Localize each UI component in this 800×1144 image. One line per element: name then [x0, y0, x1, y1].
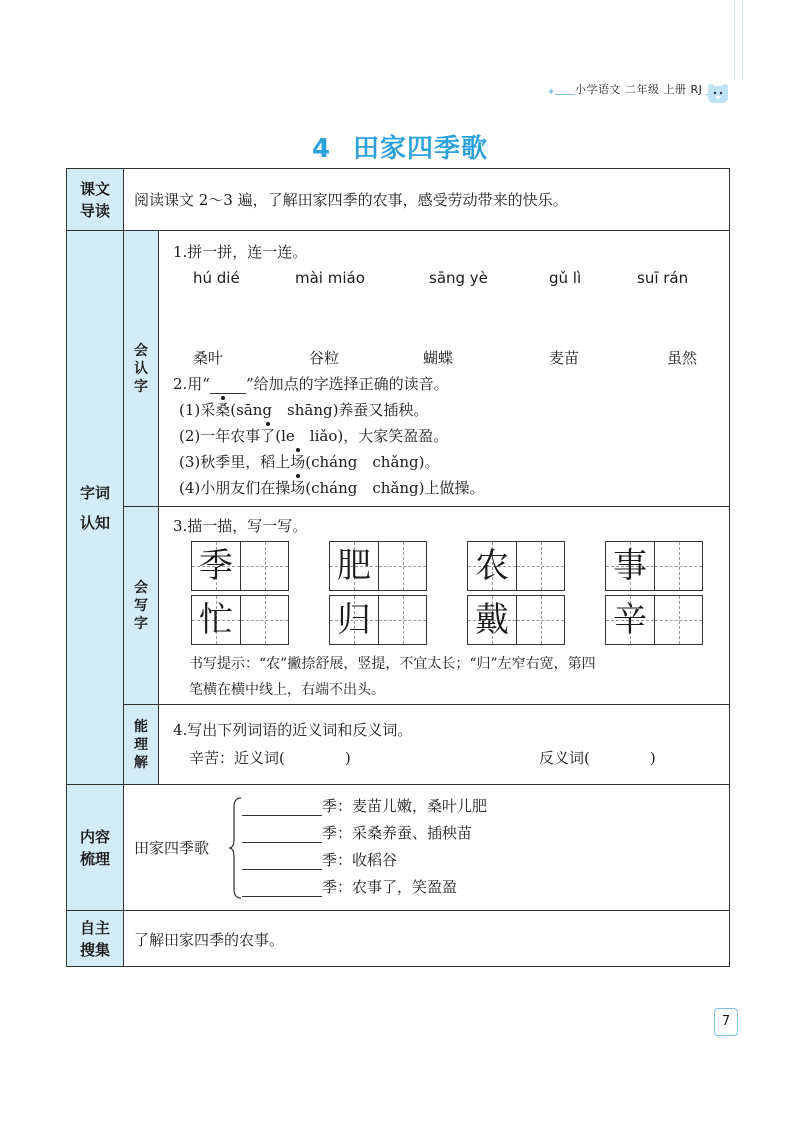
writing-grid[interactable] [329, 541, 427, 591]
q4-title: 4.写出下列词语的近义词和反义词。 [173, 721, 413, 739]
corner-decoration [742, 0, 743, 80]
page-title [0, 128, 800, 165]
sentence-2: (2)一年农事了(le liǎo)，大家笑盈盈。 [179, 427, 449, 445]
content-root: 田家四季歌 [134, 839, 210, 857]
search-cell [124, 911, 730, 967]
grid-char: 季 [199, 546, 233, 586]
content-cell [124, 785, 730, 911]
star-icon: ✦ [547, 87, 556, 98]
word-item: 桑叶 [193, 349, 224, 367]
writing-tip-line-1: 书写提示：“农”撇捺舒展，竖提，不宜太长；“归”左窄右宽，第四 [189, 656, 596, 672]
fill-blank[interactable] [242, 880, 322, 897]
q1-title: 1.拼一拼，连一连。 [173, 243, 308, 261]
pinyin-item: sāng yè [429, 269, 488, 287]
guide-label: 课文 导读 [67, 169, 124, 231]
grid-char: 归 [337, 600, 371, 640]
bear-icon [706, 82, 730, 104]
lesson-number: 4 [311, 134, 332, 164]
writing-grid[interactable] [605, 595, 703, 645]
content-branch: 季：麦苗儿嫩，桑叶儿肥 [242, 795, 487, 816]
grid-char: 肥 [337, 546, 371, 586]
sentence-3: (3)秋季里，稻上场(cháng chǎng)。 [179, 453, 440, 471]
q2-title: 2.用“ ”给加点的字选择正确的读音。 [173, 375, 449, 393]
lesson-title: 田家四季歌 [353, 134, 489, 164]
brace-icon [228, 797, 242, 899]
content-branch: 季：采桑养蚕、插秧苗 [242, 822, 472, 843]
word-item: 虽然 [667, 349, 698, 367]
blank-line [210, 379, 246, 394]
grid-char: 戴 [475, 600, 509, 640]
writing-grid[interactable] [329, 595, 427, 645]
word-item: 麦苗 [549, 349, 580, 367]
writing-grid[interactable] [605, 541, 703, 591]
q3-title: 3.描一描，写一写。 [173, 517, 308, 535]
fill-blank[interactable] [242, 799, 322, 816]
write-label: 会 写 字 [124, 507, 159, 705]
corner-decoration [734, 0, 735, 80]
understand-cell [159, 705, 730, 785]
words-label: 字词 认知 [67, 231, 124, 785]
recognize-label: 会 认 字 [124, 231, 159, 507]
content-branch: 季：农事了，笑盈盈 [242, 876, 457, 897]
grid-char: 忙 [199, 600, 233, 640]
write-cell [159, 507, 730, 705]
understand-label: 能 理 解 [124, 705, 159, 785]
sentence-4: (4)小朋友们在操场(cháng chǎng)上做操。 [179, 479, 485, 497]
content-label: 内容 梳理 [67, 785, 124, 911]
fill-blank[interactable] [242, 853, 322, 870]
content-branch: 季：收稻谷 [242, 849, 397, 870]
writing-grid[interactable] [191, 541, 289, 591]
writing-grid[interactable] [191, 595, 289, 645]
guide-text: 阅读课文 2～3 遍，了解田家四季的农事，感受劳动带来的快乐。 [134, 191, 568, 209]
pinyin-item: hú dié [193, 269, 240, 287]
sentence-1: (1)采桑(sāng shāng)养蚕又插秧。 [179, 401, 429, 419]
worksheet-table [66, 168, 730, 967]
pinyin-item: mài miáo [295, 269, 365, 287]
header-text: 小学语文 二年级 上册 RJ [575, 81, 706, 97]
search-text: 了解田家四季的农事。 [134, 931, 285, 949]
page-number: 7 [714, 1008, 738, 1036]
pinyin-item: suī rán [637, 269, 689, 287]
guide-cell [124, 169, 730, 231]
writing-grid[interactable] [467, 595, 565, 645]
antonym-blank[interactable]: 反义词( ) [539, 749, 656, 767]
grid-char: 事 [613, 546, 647, 586]
grid-char: 辛 [613, 600, 647, 640]
writing-grid[interactable] [467, 541, 565, 591]
synonym-blank[interactable]: 辛苦：近义词( ) [189, 749, 351, 767]
fill-blank[interactable] [242, 826, 322, 843]
pinyin-item: gǔ lì [549, 269, 582, 287]
word-item: 蝴蝶 [423, 349, 454, 367]
recognize-cell [159, 231, 730, 507]
search-label: 自主 搜集 [67, 911, 124, 967]
word-item: 谷粒 [309, 349, 340, 367]
grid-char: 农 [475, 546, 509, 586]
writing-tip-line-2: 笔横在横中线上，右端不出头。 [189, 682, 385, 698]
